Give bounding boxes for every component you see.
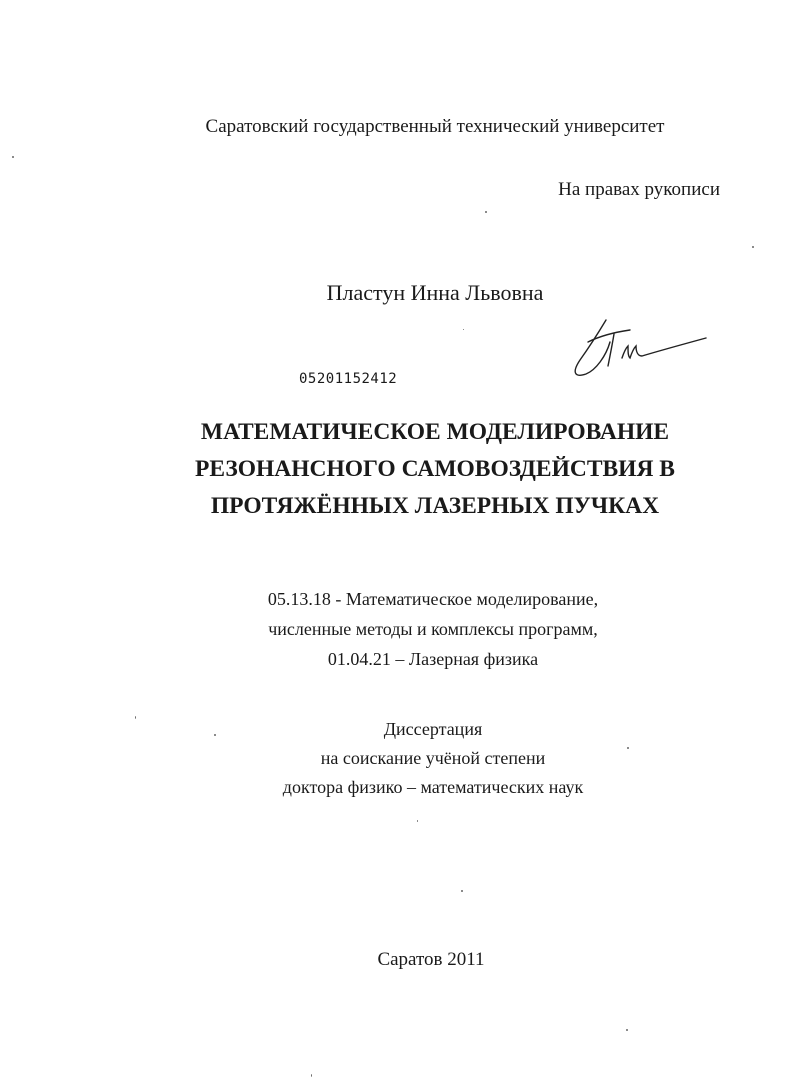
degree-line: доктора физико – математических наук (282, 777, 584, 797)
scan-speck (485, 211, 487, 213)
scan-speck (12, 156, 14, 158)
scan-speck (461, 890, 463, 892)
degree-statement (0, 715, 796, 802)
catalog-number: 05201152412 (299, 371, 398, 387)
scan-speck (752, 246, 754, 248)
specialty-line: 01.04.21 – Лазерная физика (327, 649, 539, 669)
city-year: Саратов 2011 (377, 949, 485, 970)
title-line: ПРОТЯЖЁННЫХ ЛАЗЕРНЫХ ПУЧКАХ (210, 493, 660, 519)
specialty-line: численные методы и комплексы программ, (268, 619, 598, 639)
specialty-codes (0, 584, 796, 674)
dissertation-title (0, 414, 796, 525)
author-name: Пластун Инна Львовна (326, 280, 544, 305)
scan-speck (627, 747, 629, 749)
degree-line: на соискание учёной степени (320, 748, 546, 768)
scan-speck (135, 716, 136, 719)
signature-icon (566, 312, 712, 384)
scan-speck (463, 329, 464, 330)
degree-line: Диссертация (383, 719, 483, 739)
manuscript-note: На правах рукописи (558, 179, 720, 200)
scan-speck (626, 1029, 628, 1031)
title-line: МАТЕМАТИЧЕСКОЕ МОДЕЛИРОВАНИЕ (200, 419, 670, 445)
scan-speck (214, 734, 216, 736)
specialty-line: 05.13.18 - Математическое моделирование, (267, 589, 599, 609)
scan-speck (417, 820, 418, 822)
university-name: Саратовский государственный технический университет (205, 116, 665, 137)
title-line: РЕЗОНАНСНОГО САМОВОЗДЕЙСТВИЯ В (195, 456, 675, 482)
scan-speck (311, 1074, 312, 1077)
